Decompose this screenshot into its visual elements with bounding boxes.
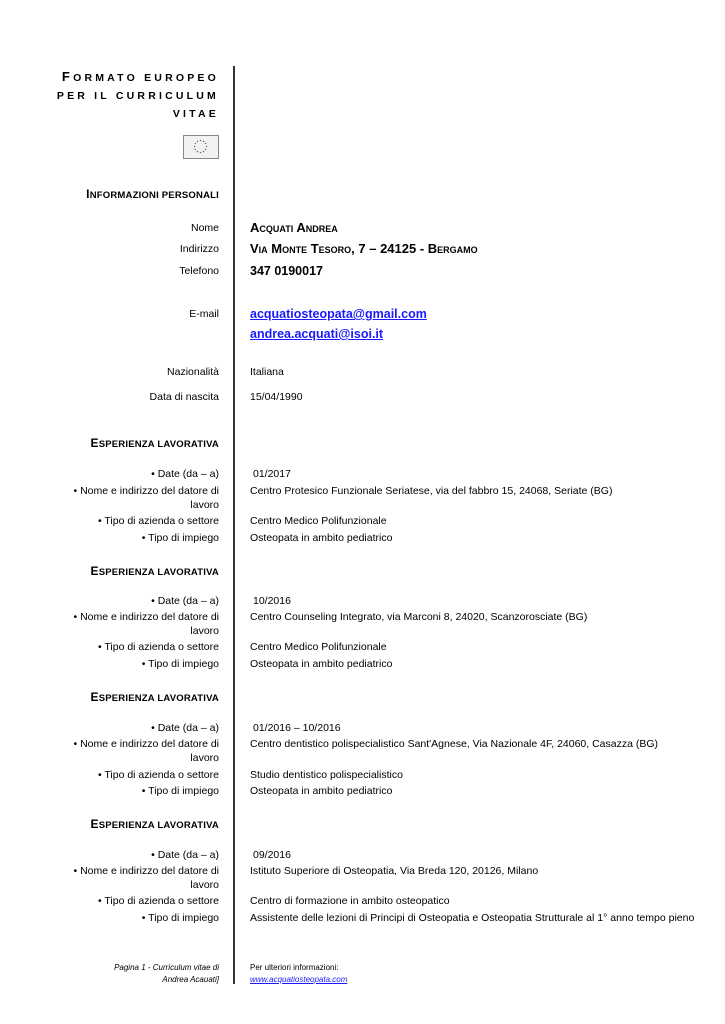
section-work-experience: ESPERIENZA LAVORATIVA	[90, 436, 219, 450]
employer-value: Istituto Superiore di Osteopatia, Via Breda 120, 20126, Milano	[250, 865, 539, 877]
job-label: • Tipo di impiego	[141, 532, 219, 544]
email-label: E-mail	[189, 308, 219, 320]
employer-value: Centro Counseling Integrato, via Marconi 8, 24020, Scanzorosciate (BG)	[250, 611, 588, 623]
address-label: Indirizzo	[179, 243, 219, 255]
document-title	[19, 68, 219, 123]
section-work-experience: ESPERIENZA LAVORATIVA	[90, 564, 219, 578]
footer-more-info: Per ulteriori informazioni: www.acquatiosteopata.com	[250, 963, 348, 984]
date-label: • Date (da – a)	[151, 595, 219, 607]
column-divider	[233, 66, 235, 984]
job-value: Osteopata in ambito pediatrico	[250, 658, 393, 670]
date-value: 01/2017	[253, 468, 291, 480]
sector-label: • Tipo di azienda o settore	[97, 641, 219, 653]
job-value: Assistente delle lezioni di Principi di Osteopatia e Osteopatia Strutturale al 1° anno tempo pieno	[250, 912, 695, 924]
birth-label: Data di nascita	[149, 391, 219, 403]
sector-value: Centro di formazione in ambito osteopatico	[250, 895, 450, 907]
employer-label: • Nome e indirizzo del datore di lavoro	[73, 865, 219, 891]
sector-value: Centro Medico Polifunzionale	[250, 515, 387, 527]
employer-label: • Nome e indirizzo del datore di lavoro	[73, 611, 219, 637]
job-label: • Tipo di impiego	[141, 912, 219, 924]
phone-label: Telefono	[179, 265, 219, 277]
email-link-2[interactable]: andrea.acquati@isoi.it	[250, 327, 384, 341]
title-line-1: ORMATO EUROPEO	[73, 72, 219, 84]
eu-flag-icon	[183, 135, 219, 159]
date-label: • Date (da – a)	[151, 722, 219, 734]
phone-value: 347 0190017	[250, 264, 323, 278]
sector-label: • Tipo di azienda o settore	[97, 515, 219, 527]
section-work-experience: ESPERIENZA LAVORATIVA	[90, 817, 219, 831]
date-label: • Date (da – a)	[151, 849, 219, 861]
employer-value: Centro Protesico Funzionale Seriatese, via del fabbro 15, 24068, Seriate (BG)	[250, 485, 613, 497]
date-value: 10/2016	[253, 595, 291, 607]
date-value: 01/2016 – 10/2016	[253, 722, 341, 734]
sector-value: Studio dentistico polispecialistico	[250, 769, 403, 781]
section-personal-info: INFORMAZIONI PERSONALI	[86, 187, 219, 201]
job-label: • Tipo di impiego	[141, 785, 219, 797]
job-value: Osteopata in ambito pediatrico	[250, 785, 393, 797]
employer-label: • Nome e indirizzo del datore di lavoro	[73, 485, 219, 511]
sector-label: • Tipo di azienda o settore	[97, 895, 219, 907]
address-value: Via Monte Tesoro, 7 – 24125 - Bergamo	[250, 241, 478, 256]
nationality-value: Italiana	[250, 366, 284, 378]
website-link[interactable]: www.acquatiosteopata.com	[250, 975, 348, 984]
footer-page-info: Pagina 1 - Curriculum vitae di Andrea Acauati]	[114, 963, 219, 984]
name-label: Nome	[190, 222, 219, 234]
date-value: 09/2016	[253, 849, 291, 861]
job-label: • Tipo di impiego	[141, 658, 219, 670]
employer-value: Centro dentistico polispecialistico Sant'Agnese, Via Nazionale 4F, 24060, Casazza (BG)	[250, 738, 659, 750]
date-label: • Date (da – a)	[151, 468, 219, 480]
employer-label: • Nome e indirizzo del datore di lavoro	[73, 738, 219, 764]
email-link-1[interactable]: acquatiosteopata@gmail.com	[250, 307, 427, 321]
section-work-experience: ESPERIENZA LAVORATIVA	[90, 690, 219, 704]
nationality-label: Nazionalità	[167, 366, 219, 378]
birth-value: 15/04/1990	[250, 391, 303, 403]
title-line-3: VITAE	[172, 108, 219, 120]
title-line-2: PER IL CURRICULUM	[56, 90, 219, 102]
name-value: Acquati Andrea	[250, 220, 338, 235]
job-value: Osteopata in ambito pediatrico	[250, 532, 393, 544]
sector-value: Centro Medico Polifunzionale	[250, 641, 387, 653]
title-initial: F	[61, 69, 74, 84]
sector-label: • Tipo di azienda o settore	[97, 769, 219, 781]
